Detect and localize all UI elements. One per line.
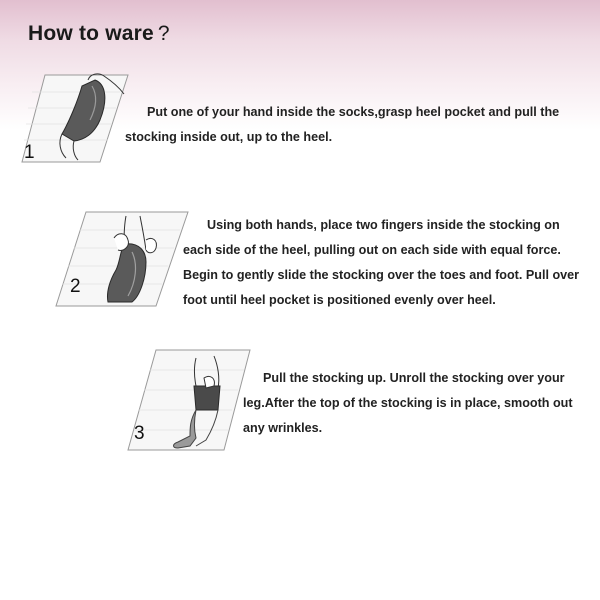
step-3-text: Pull the stocking up. Unroll the stocking over your leg.After the top of the stocking is in place, smooth out any wrinkles. xyxy=(243,371,573,435)
step-2-text: Using both hands, place two fingers inside the stocking on each side of the heel, pulling out on each side with equal force. Begin to gently slide the stocking over the toes and foot. Pull over foot until heel pocket is positioned evenly over heel. xyxy=(183,218,580,307)
step-1-number: 1 xyxy=(24,142,35,163)
step-2-number: 2 xyxy=(70,276,81,297)
title-question-mark: ? xyxy=(157,22,170,45)
title-text: How to ware xyxy=(28,22,154,45)
step-3-number: 3 xyxy=(134,423,145,444)
step-1-text: Put one of your hand inside the socks,grasp heel pocket and pull the stocking inside out, up to the heel. xyxy=(125,105,560,144)
